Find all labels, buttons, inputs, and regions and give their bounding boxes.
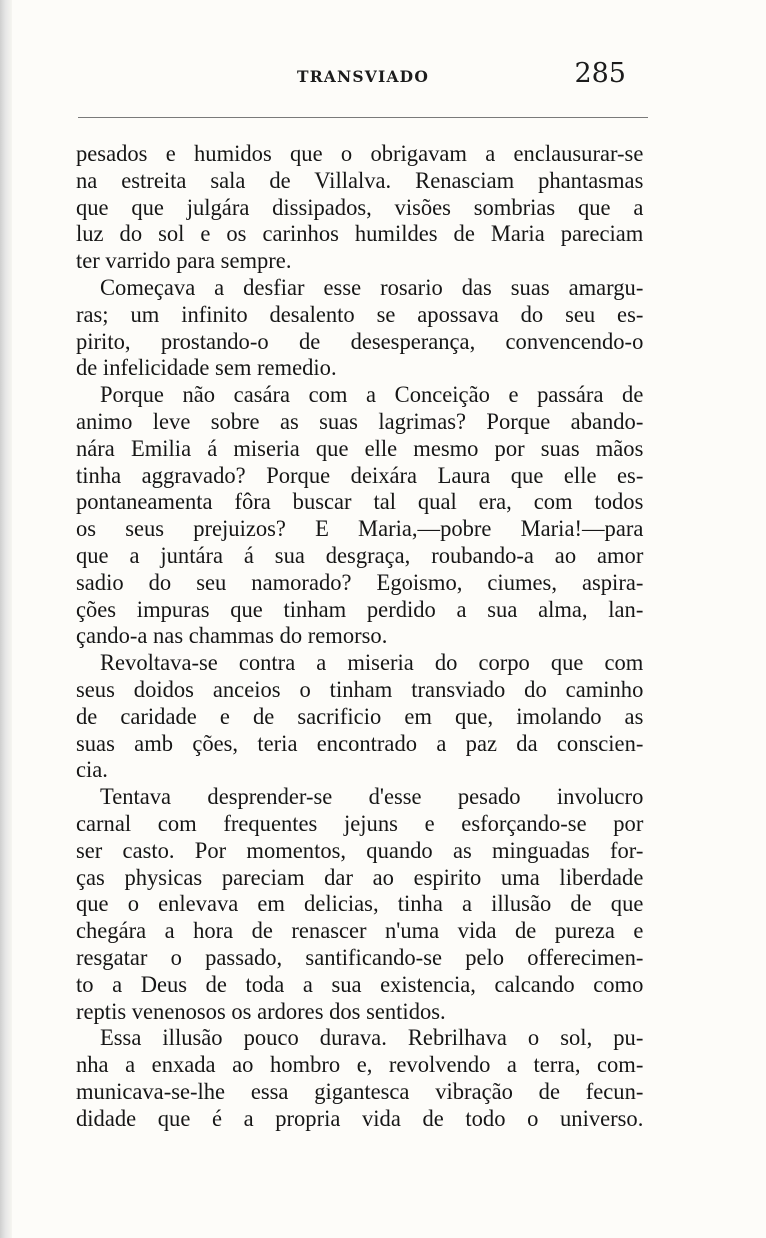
text-line: nha a enxada ao hombro e, revolvendo a terra, com- xyxy=(76,1052,644,1079)
text-line: ças physicas pareciam dar ao espirito uma liberdade xyxy=(76,864,644,891)
text-line: cia. xyxy=(76,757,108,784)
running-head-title: TRANSVIADO xyxy=(296,67,430,86)
text-line: to a Deus de toda a sua existencia, calcando como xyxy=(76,971,644,998)
text-line: sadio do seu namorado? Egoismo, ciumes, aspira- xyxy=(76,569,644,596)
text-line: chegára a hora de renascer n'uma vida de pureza e xyxy=(76,918,644,945)
text-line: Essa illusão pouco durava. Rebrilhava o sol, pu- xyxy=(100,1025,644,1052)
text-line: de infelicidade sem remedio. xyxy=(76,355,337,382)
header-rule xyxy=(78,117,648,118)
text-line: luz do sol e os carinhos humildes de Maria pareciam xyxy=(76,221,644,248)
text-line: ser casto. Por momentos, quando as minguadas for- xyxy=(76,837,644,864)
text-line: pirito, prostando-o de desesperança, convencendo-o xyxy=(76,328,644,355)
text-line: que o enlevava em delicias, tinha a illusão de que xyxy=(76,891,644,918)
text-line: reptis venenosos os ardores dos sentidos. xyxy=(76,998,446,1025)
text-line: pesados e humidos que o obrigavam a enclausurar-se xyxy=(76,141,644,167)
text-line: nára Emilia á miseria que elle mesmo por suas mãos xyxy=(76,435,644,462)
text-line: ter varrido para sempre. xyxy=(76,248,292,275)
text-line: tinha aggravado? Porque deixára Laura que elle es- xyxy=(76,462,644,489)
text-line: seus doidos anceios o tinham transviado do caminho xyxy=(76,676,644,703)
page-number: 285 xyxy=(574,58,626,89)
text-line: pontaneamenta fôra buscar tal qual era, com todos xyxy=(76,489,644,516)
text-line: que a juntára á sua desgraça, roubando-a ao amor xyxy=(76,542,644,569)
text-line: suas amb ções, teria encontrado a paz da conscien- xyxy=(76,730,644,757)
text-line: que que julgára dissipados, visões sombrias que a xyxy=(76,194,644,221)
text-line: ras; um infinito desalento se apossava do seu es- xyxy=(76,301,644,328)
text-line: resgatar o passado, santificando-se pelo offerecimen- xyxy=(76,944,644,971)
text-line: de caridade e de sacrificio em que, imolando as xyxy=(76,703,644,730)
text-line: Tentava desprender-se d'esse pesado involucro xyxy=(100,784,644,811)
text-line: os seus prejuizos? E Maria,—pobre Maria!—para xyxy=(76,516,644,543)
text-line: animo leve sobre as suas lagrimas? Porque abando- xyxy=(76,408,644,435)
page-binding-edge xyxy=(0,0,12,1238)
running-head xyxy=(78,58,648,92)
text-line: Revoltava-se contra a miseria do corpo que com xyxy=(100,650,644,677)
text-line: çando-a nas chammas do remorso. xyxy=(76,623,388,650)
text-line: na estreita sala de Villalva. Renasciam phantasmas xyxy=(76,167,644,194)
text-line: carnal com frequentes jejuns e esforçando-se por xyxy=(76,810,644,837)
text-line: Começava a desfiar esse rosario das suas amargu- xyxy=(100,274,644,301)
text-line: Porque não casára com a Conceição e passára de xyxy=(100,382,644,409)
body-text xyxy=(76,141,643,1132)
text-line: ções impuras que tinham perdido a sua alma, lan- xyxy=(76,596,644,623)
text-line: didade que é a propria vida de todo o universo. xyxy=(76,1105,644,1132)
text-line: municava-se-lhe essa gigantesca vibração de fecun- xyxy=(76,1078,644,1105)
